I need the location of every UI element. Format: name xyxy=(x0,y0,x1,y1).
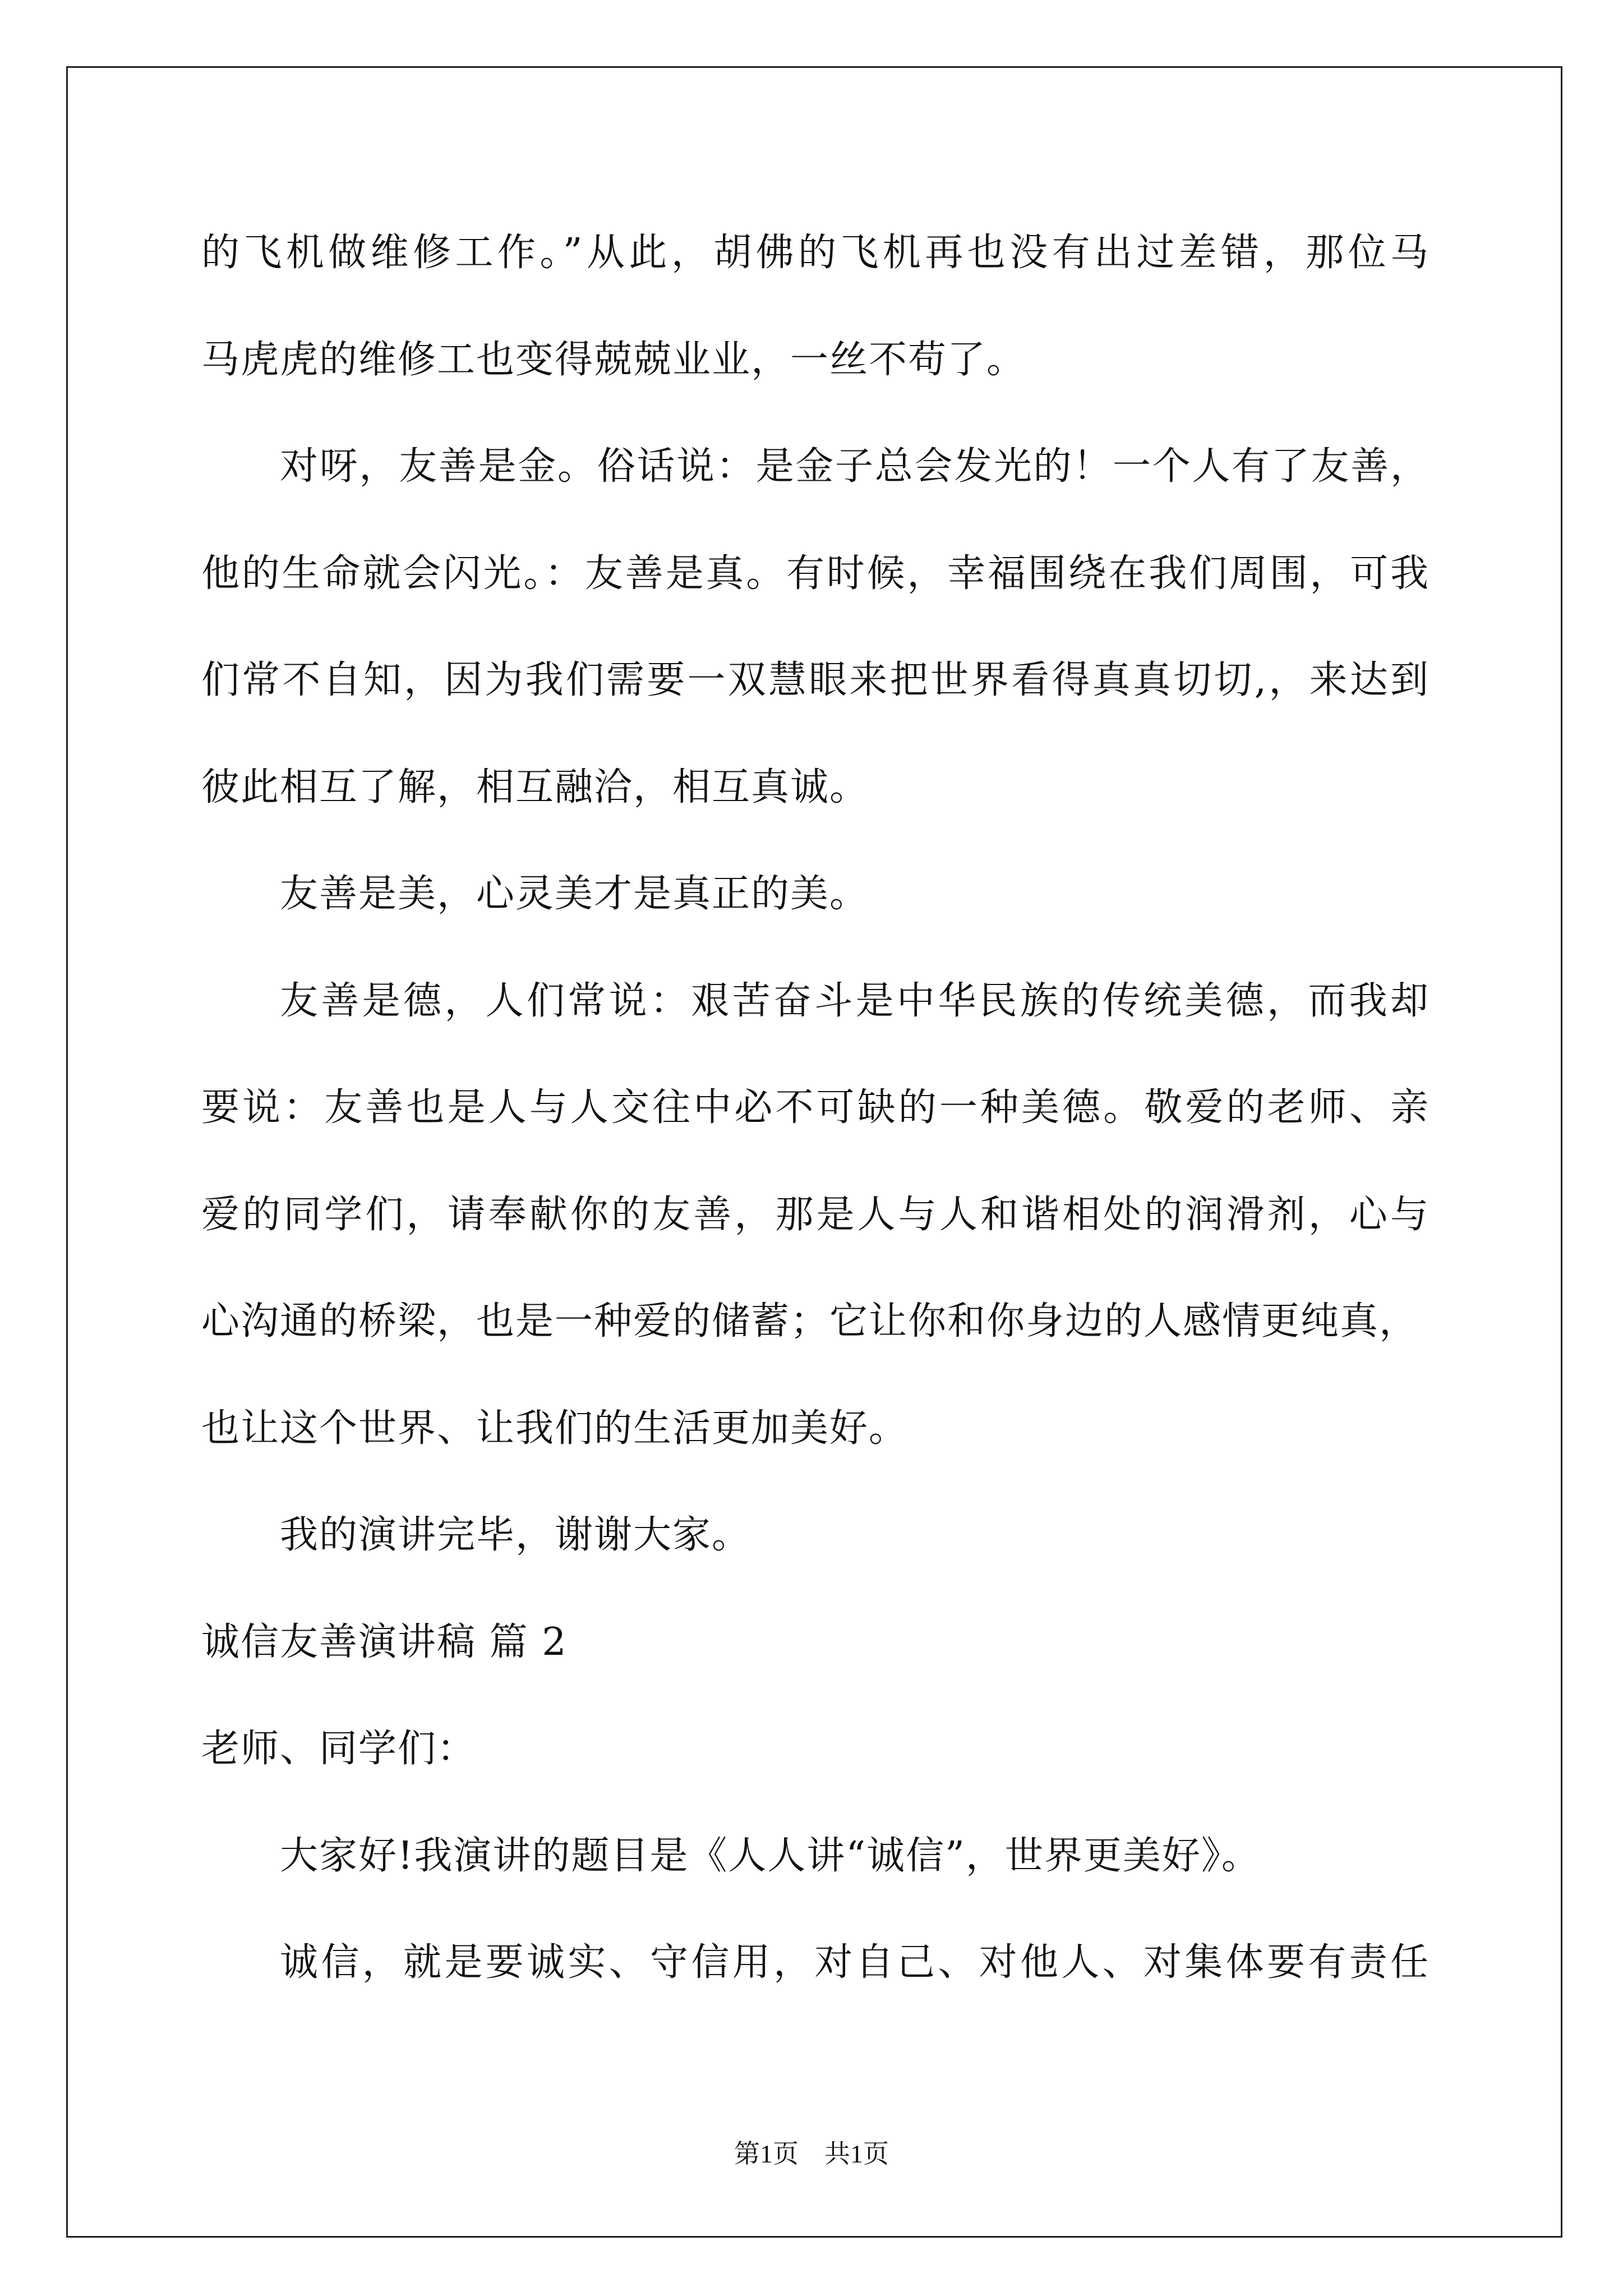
text-line: 对呀，友善是金。俗话说：是金子总会发光的！一个人有了友善， xyxy=(280,444,1430,489)
text-line: 的飞机做维修工作。”从此，胡佛的飞机再也没有出过差错，那位马 xyxy=(201,231,1430,275)
text-line: 要说：友善也是人与人交往中必不可缺的一种美德。敬爱的老师、亲 xyxy=(201,1085,1430,1130)
text-line: 爱的同学们，请奉献你的友善，那是人与人和谐相处的润滑剂，心与 xyxy=(201,1192,1430,1237)
text-line: 彼此相互了解，相互融洽，相互真诚。 xyxy=(201,765,869,809)
text-line: 我的演讲完毕，谢谢大家。 xyxy=(280,1513,751,1557)
text-line: 他的生命就会闪光。：友善是真。有时候，幸福围绕在我们周围，可我 xyxy=(201,551,1430,596)
text-line: 友善是美，心灵美才是真正的美。 xyxy=(280,872,869,916)
salutation: 老师、同学们： xyxy=(201,1727,477,1771)
text-line: 也让这个世界、让我们的生活更加美好。 xyxy=(201,1406,909,1451)
text-line: 大家好!我演讲的题目是《人人讲“诚信”，世界更美好》。 xyxy=(280,1833,1261,1878)
page-footer: 第1页 共1页 xyxy=(734,2139,889,2168)
text-line: 诚信，就是要诚实、守信用，对自己、对他人、对集体要有责任 xyxy=(280,1940,1430,1985)
section-heading: 诚信友善演讲稿 篇 2 xyxy=(201,1619,568,1664)
document-body xyxy=(201,200,1435,2017)
text-line: 们常不自知，因为我们需要一双慧眼来把世界看得真真切切,，来达到 xyxy=(201,658,1430,702)
text-line: 马虎虎的维修工也变得兢兢业业，一丝不苟了。 xyxy=(201,337,1026,382)
text-line: 心沟通的桥梁，也是一种爱的储蓄；它让你和你身边的人感情更纯真， xyxy=(201,1299,1419,1343)
text-line: 友善是德，人们常说：艰苦奋斗是中华民族的传统美德，而我却 xyxy=(280,978,1430,1023)
